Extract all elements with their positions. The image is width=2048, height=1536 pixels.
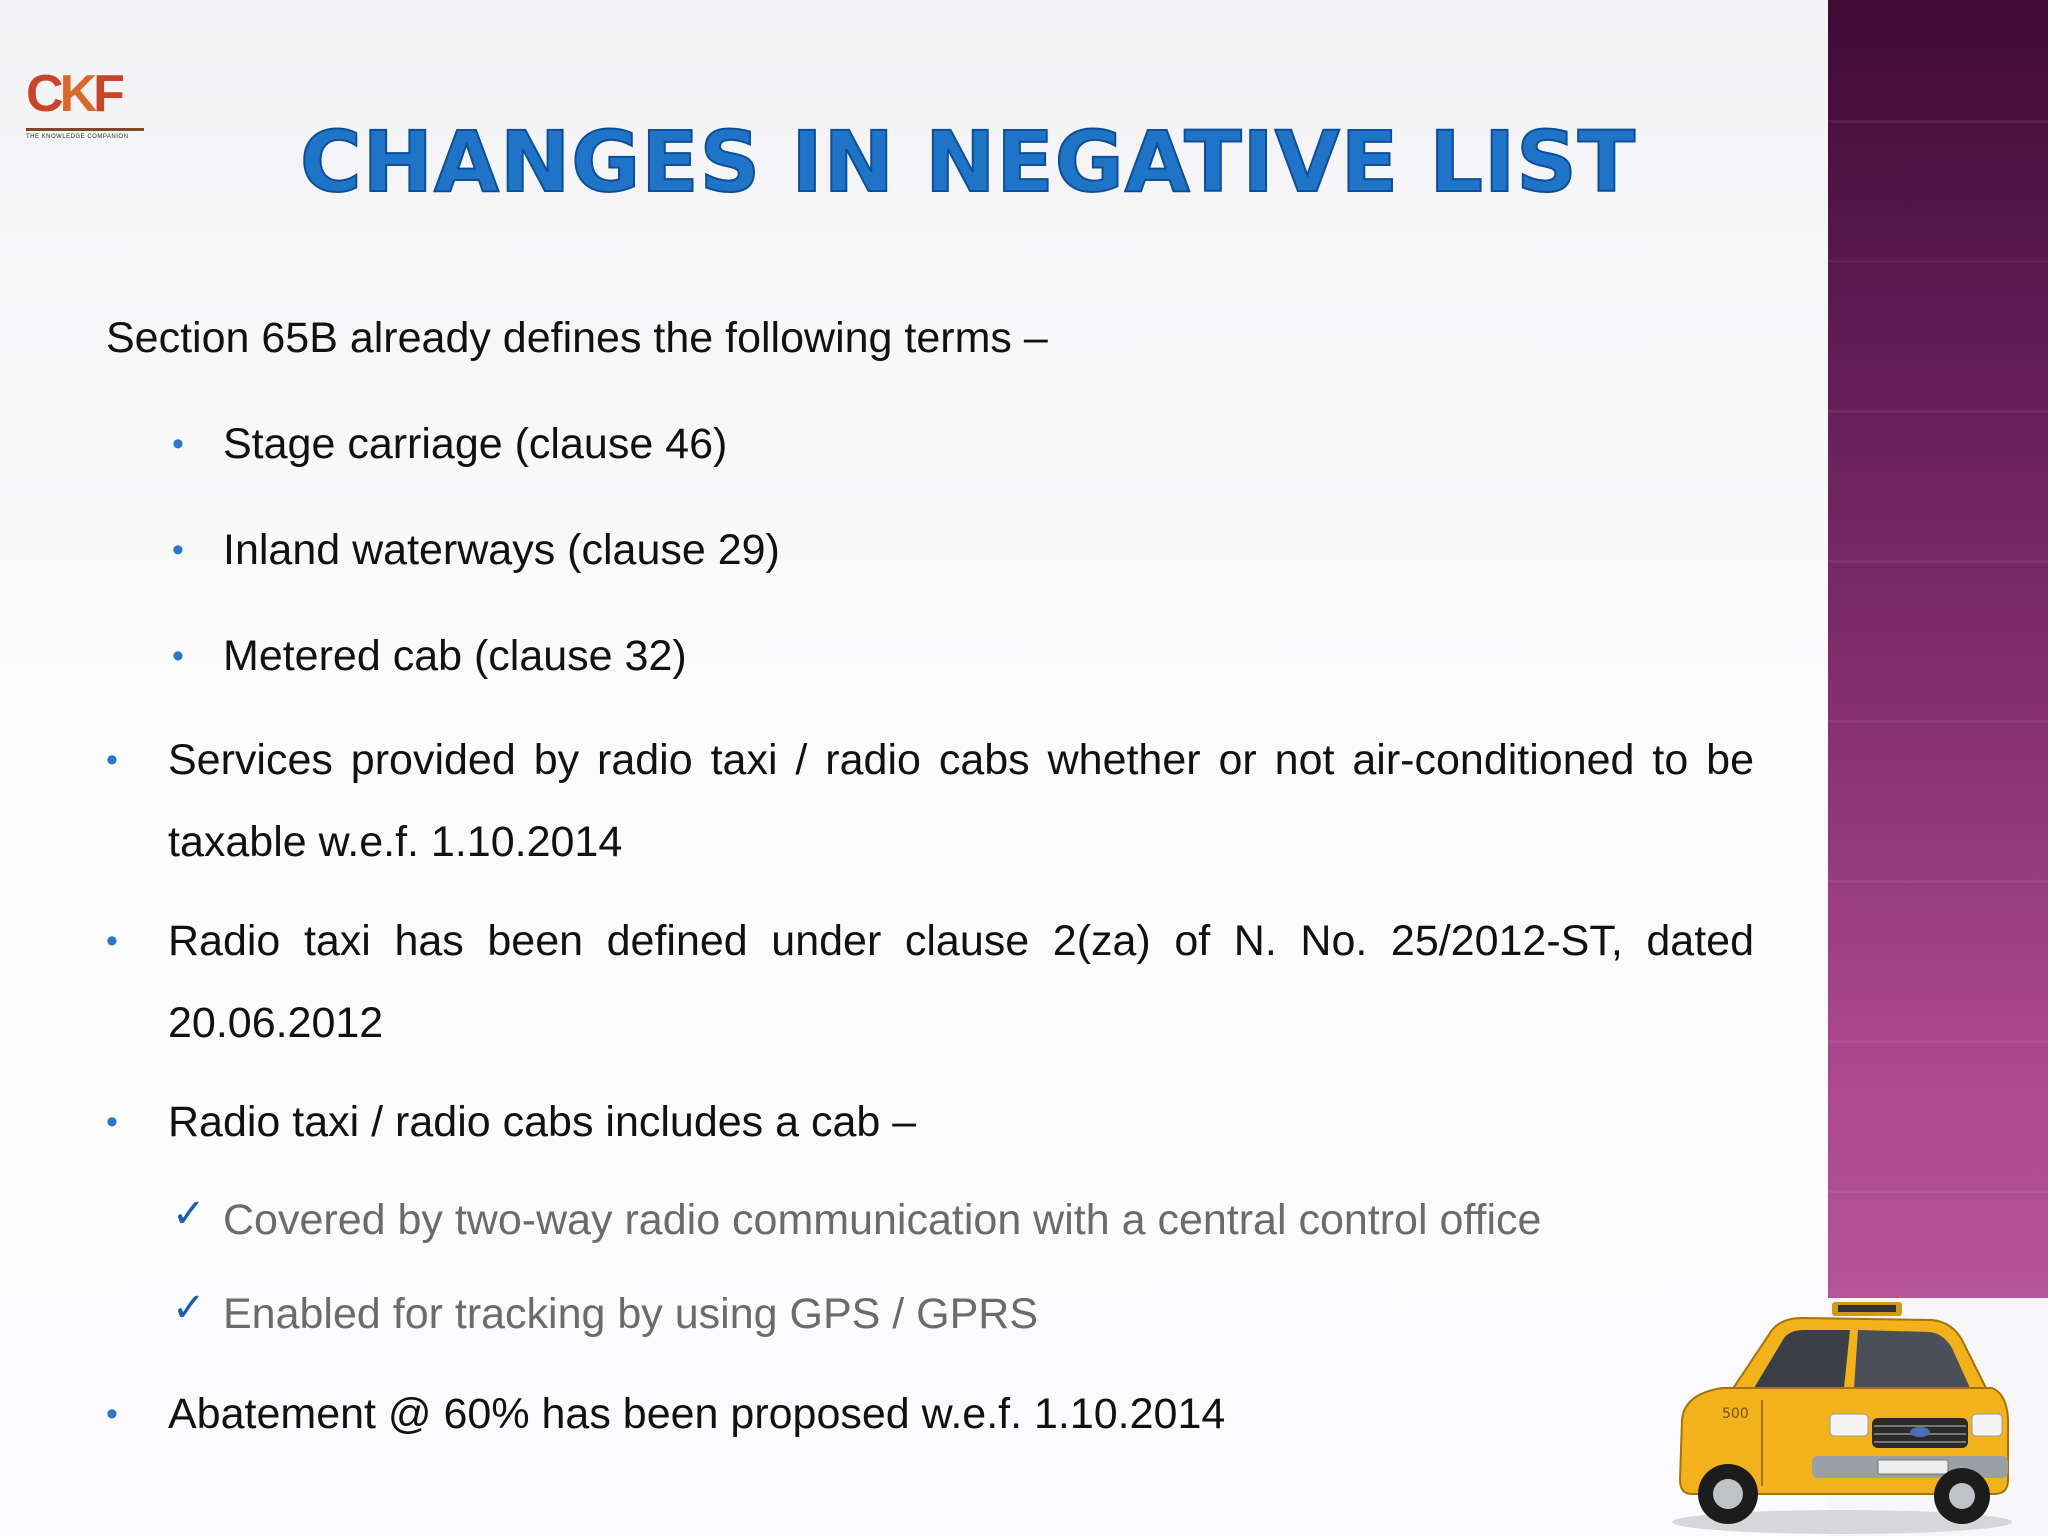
company-logo [26, 65, 152, 144]
point-item: Radio taxi / radio cabs includes a cab – [168, 1098, 917, 1146]
defined-term-item: Metered cab (clause 32) [223, 632, 687, 680]
logo-underline [26, 128, 144, 131]
logo-tagline: THE KNOWLEDGE COMPANION [26, 134, 129, 140]
checkmark-icon: ✓ [172, 1191, 206, 1237]
defined-term-item: Inland waterways (clause 29) [223, 526, 780, 574]
svg-text:500: 500 [1722, 1406, 1749, 1422]
criteria-item: Enabled for tracking by using GPS / GPRS [223, 1290, 1039, 1338]
bullet-icon: • [172, 531, 184, 569]
bullet-icon: • [106, 741, 118, 779]
criteria-item: Covered by two-way radio communication with a central control office [223, 1196, 1542, 1244]
bullet-icon: • [106, 1395, 118, 1433]
taxi-cab-image [1662, 1290, 2012, 1536]
slide-title: CHANGES IN NEGATIVE LIST [300, 113, 1637, 211]
intro-text: Section 65B already defines the following terms – [106, 314, 1048, 362]
point-item: Radio taxi has been defined under clause 2(za) of N. No. 25/2012-ST, dated 20.06.2012 [168, 917, 1754, 1047]
defined-term-item: Stage carriage (clause 46) [223, 420, 728, 468]
bullet-icon: • [106, 922, 118, 960]
logo-mark: CKF [26, 65, 121, 123]
decorative-side-band [1828, 0, 2048, 1298]
point-item: Services provided by radio taxi / radio cabs whether or not air-conditioned to be taxable w.e.f. 1.10.2014 [168, 736, 1754, 866]
point-item: Abatement @ 60% has been proposed w.e.f. 1.10.2014 [168, 1390, 1226, 1438]
bullet-icon: • [172, 425, 184, 463]
checkmark-icon: ✓ [172, 1285, 206, 1331]
bullet-icon: • [106, 1103, 118, 1141]
bullet-icon: • [172, 637, 184, 675]
